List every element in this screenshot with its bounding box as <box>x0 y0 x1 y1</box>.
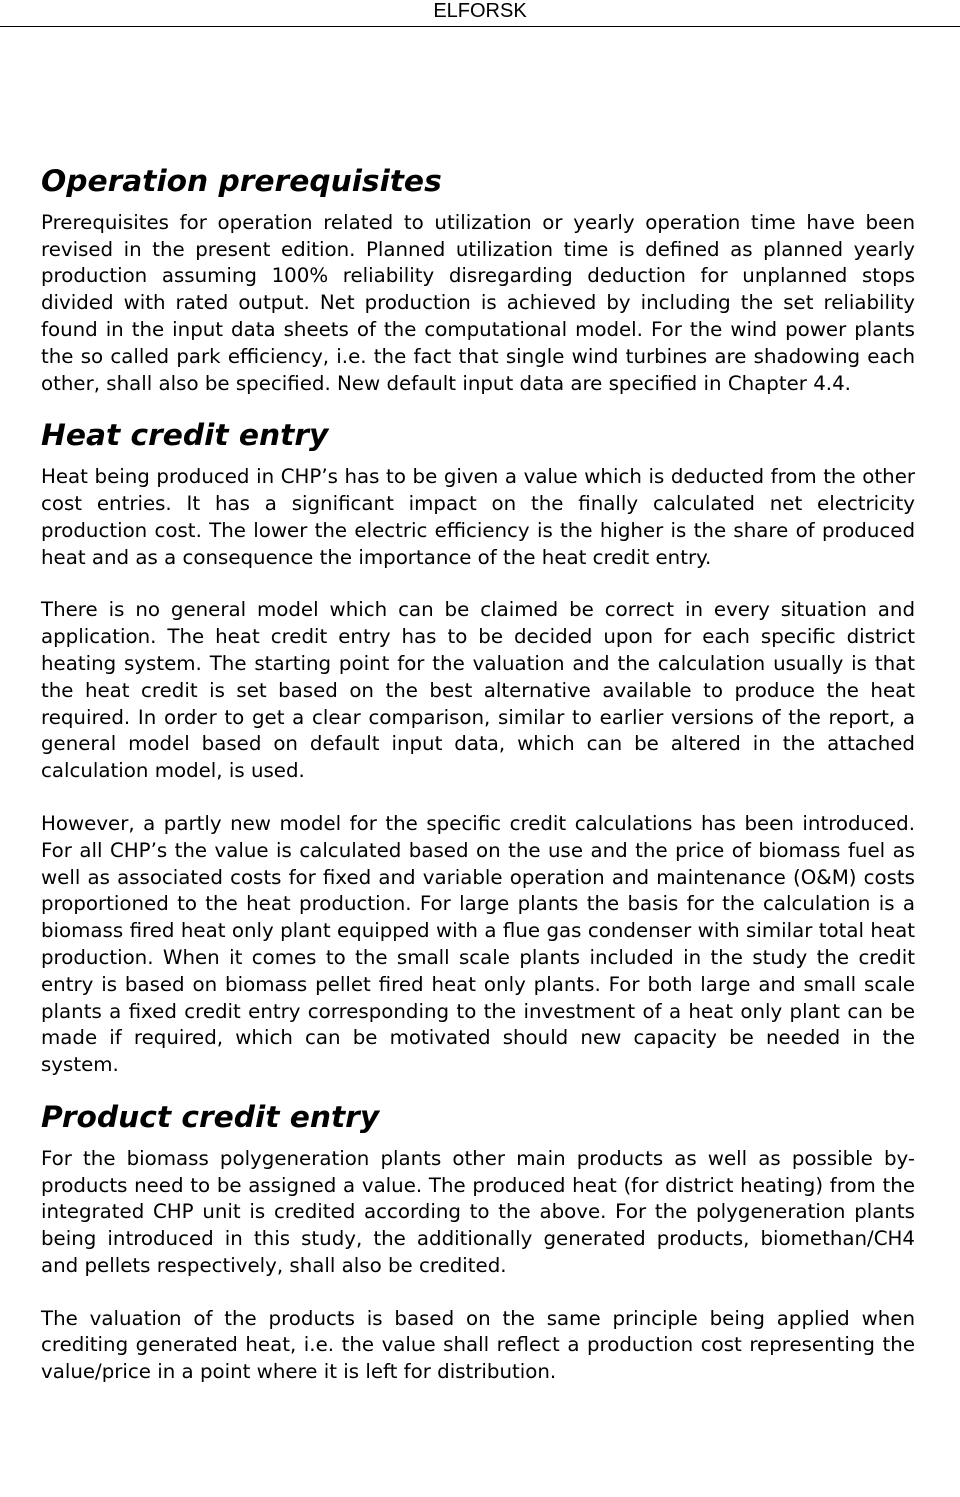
paragraph: The valuation of the products is based on the same principle being applied when crediting generated heat, i.e. the value shall reflect a production cost representing the value/price in a point where it is left for distribution. <box>41 1306 915 1384</box>
document-body <box>41 164 915 1386</box>
section-operation-prerequisites <box>41 164 915 397</box>
paragraph: For the biomass polygeneration plants other main products as well as possible by-products need to be assigned a value. The produced heat (for district heating) from the integrated CHP unit is credited according to the above. For the polygeneration plants being introduced in this study, the additionally generated products, biomethan/CH4 and pellets respectively, shall also be credited. <box>41 1146 915 1277</box>
page-header <box>0 0 960 28</box>
header-rule <box>0 26 960 27</box>
header-title: ELFORSK <box>433 0 527 22</box>
paragraph: However, a partly new model for the specific credit calculations has been introduced. For all CHP’s the value is calculated based on the use and the price of biomass fuel as well as associated costs for fixed and variable operation and maintenance (O&M) costs proportioned to the heat production. For large plants the basis for the calculation is a biomass fired heat only plant equipped with a flue gas condenser with similar total heat production. When it comes to the small scale plants included in the study the credit entry is based on biomass pellet fired heat only plants. For both large and small scale plants a fixed credit entry corresponding to the investment of a heat only plant can be made if required, which can be motivated should new capacity be needed in the system. <box>41 811 915 1077</box>
paragraph: There is no general model which can be claimed be correct in every situation and application. The heat credit entry has to be decided upon for each specific district heating system. The starting point for the valuation and the calculation usually is that the heat credit is set based on the best alternative available to produce the heat required. In order to get a clear comparison, similar to earlier versions of the report, a general model based on default input data, which can be altered in the attached calculation model, is used. <box>41 598 915 783</box>
paragraph: Prerequisites for operation related to utilization or yearly operation time have been revised in the present edition. Planned utilization time is defined as planned yearly production assuming 100% reliability disregarding deduction for unplanned stops divided with rated output. Net production is achieved by including the set reliability found in the input data sheets of the computational model. For the wind power plants the so called park efficiency, i.e. the fact that single wind turbines are shadowing each other, shall also be specified. New default input data are specified in Chapter 4.4. <box>41 210 915 395</box>
section-heading: Heat credit entry <box>41 418 329 454</box>
section-product-credit-entry <box>41 1099 915 1386</box>
paragraph: Heat being produced in CHP’s has to be given a value which is deducted from the other cost entries. It has a significant impact on the finally calculated net electricity production cost. The lower the electric efficiency is the higher is the share of produced heat and as a consequence the importance of the heat credit entry. <box>41 465 915 569</box>
section-heat-credit-entry <box>41 418 915 1079</box>
section-heading: Operation prerequisites <box>41 164 442 199</box>
section-heading: Product credit entry <box>41 1099 380 1135</box>
